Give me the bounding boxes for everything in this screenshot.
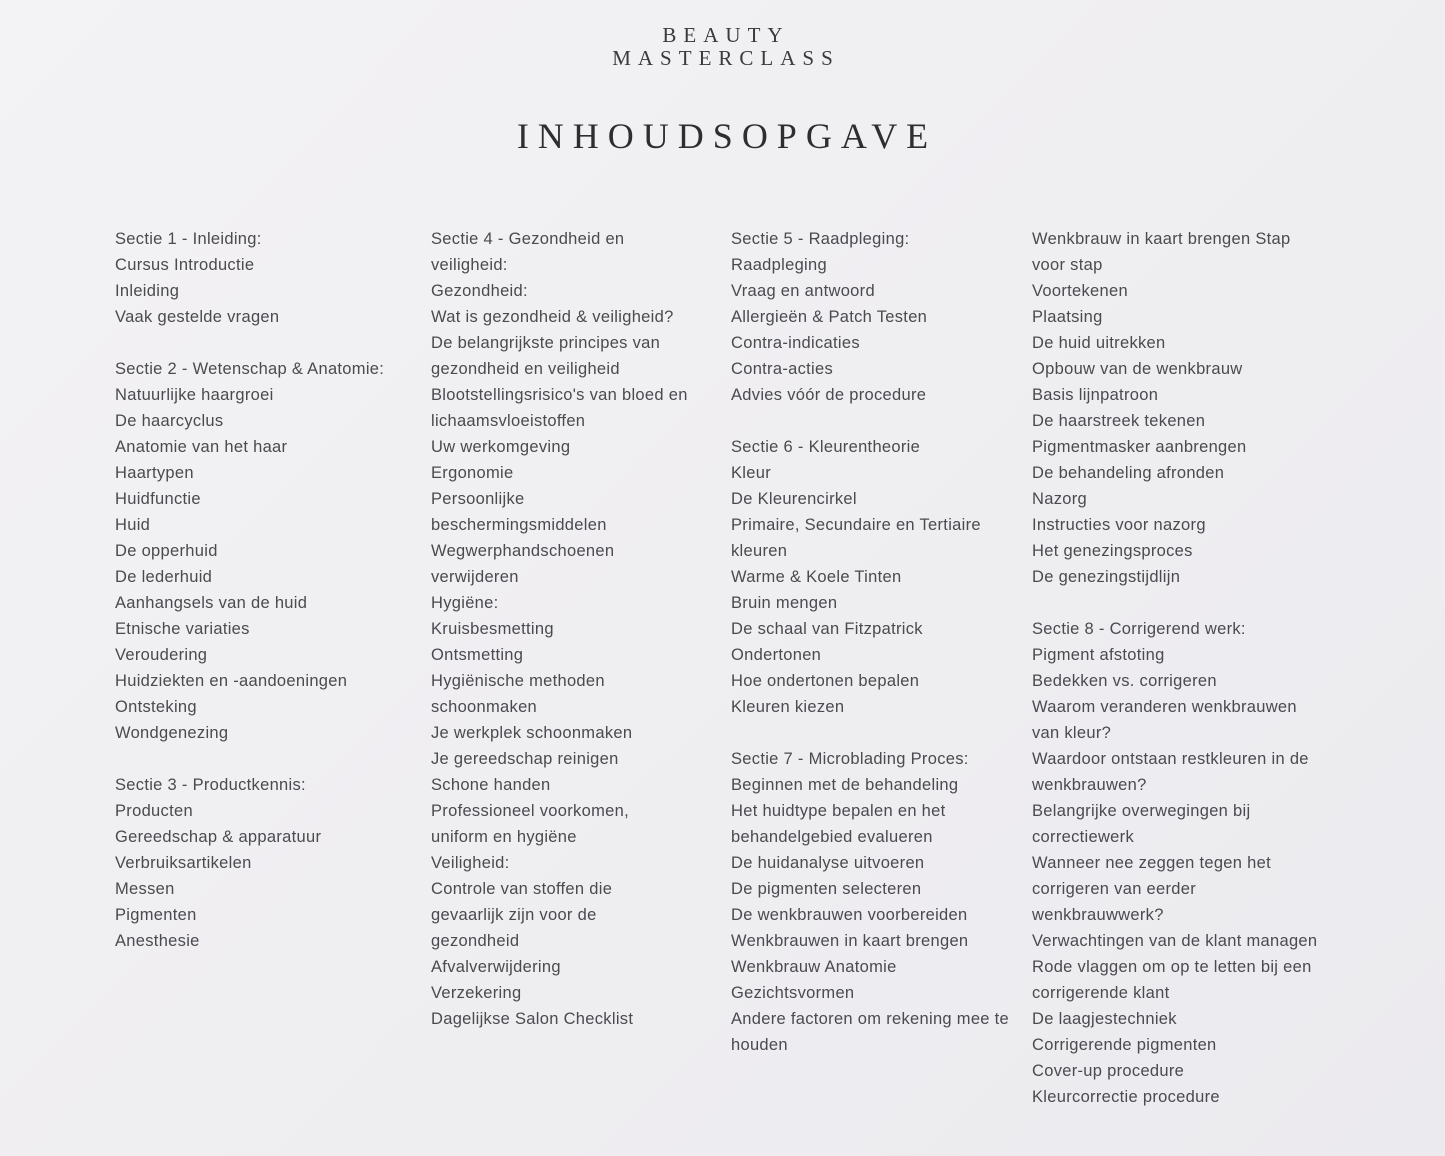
- toc-entry: Kleuren kiezen: [731, 698, 845, 716]
- toc-entry: Producten: [115, 802, 193, 820]
- toc-entry: Sectie 4 - Gezondheid en: [431, 230, 625, 248]
- toc-entry: Sectie 2 - Wetenschap & Anatomie:: [115, 360, 385, 378]
- toc-entry: Allergieën & Patch Testen: [731, 308, 928, 326]
- toc-entry: Kruisbesmetting: [431, 620, 554, 638]
- toc-entry: Waardoor ontstaan restkleuren in de: [1032, 750, 1309, 768]
- toc-entry: Pigment afstoting: [1032, 646, 1165, 664]
- toc-section: [115, 226, 415, 330]
- toc-entry: Raadpleging: [731, 256, 827, 274]
- toc-entry: Gezondheid:: [431, 282, 528, 300]
- toc-column-1: [115, 226, 415, 954]
- toc-entry: Natuurlijke haargroei: [115, 386, 274, 404]
- toc-entry: Kleurcorrectie procedure: [1032, 1088, 1220, 1106]
- toc-section: [431, 226, 721, 1032]
- toc-entry: Je werkplek schoonmaken: [431, 724, 633, 742]
- page-title: INHOUDSOPGAVE: [516, 116, 938, 156]
- toc-entry: Sectie 6 - Kleurentheorie: [731, 438, 921, 456]
- toc-column-4: [1032, 226, 1332, 1110]
- toc-entry: Aanhangsels van de huid: [115, 594, 308, 612]
- toc-entry: gezondheid en veiligheid: [431, 360, 620, 378]
- toc-entry: Messen: [115, 880, 175, 898]
- toc-entry: Pigmenten: [115, 906, 197, 924]
- toc-entry: Belangrijke overwegingen bij: [1032, 802, 1251, 820]
- toc-entry: Je gereedschap reinigen: [431, 750, 619, 768]
- toc-entry: wenkbrauwwerk?: [1032, 906, 1164, 924]
- toc-entry: wenkbrauwen?: [1032, 776, 1147, 794]
- toc-entry: Rode vlaggen om op te letten bij een: [1032, 958, 1312, 976]
- toc-entry: Verzekering: [431, 984, 522, 1002]
- brand-logo-text: [0, 24, 1445, 70]
- toc-section: [115, 356, 415, 746]
- toc-entry: Verwachtingen van de klant managen: [1032, 932, 1318, 950]
- toc-entry: Veroudering: [115, 646, 208, 664]
- toc-entry: van kleur?: [1032, 724, 1112, 742]
- toc-entry: Sectie 3 - Productkennis:: [115, 776, 306, 794]
- toc-section: [1032, 226, 1332, 590]
- toc-entry: voor stap: [1032, 256, 1103, 274]
- toc-entry: Wat is gezondheid & veiligheid?: [431, 308, 674, 326]
- toc-section: [115, 772, 415, 954]
- toc-entry: Wenkbrauw in kaart brengen Stap: [1032, 230, 1291, 248]
- toc-entry: Contra-indicaties: [731, 334, 860, 352]
- toc-entry: Huidfunctie: [115, 490, 201, 508]
- toc-entry: Pigmentmasker aanbrengen: [1032, 438, 1247, 456]
- toc-entry: De pigmenten selecteren: [731, 880, 922, 898]
- toc-entry: De huid uitrekken: [1032, 334, 1166, 352]
- brand-line-masterclass: MASTERCLASS: [612, 46, 840, 70]
- toc-entry: De haarstreek tekenen: [1032, 412, 1206, 430]
- toc-entry: Dagelijkse Salon Checklist: [431, 1010, 634, 1028]
- toc-entry: Waarom veranderen wenkbrauwen: [1032, 698, 1297, 716]
- toc-entry: Vaak gestelde vragen: [115, 308, 280, 326]
- toc-entry: Haartypen: [115, 464, 194, 482]
- toc-entry: Schone handen: [431, 776, 551, 794]
- toc-entry: Gezichtsvormen: [731, 984, 855, 1002]
- toc-entry: Bedekken vs. corrigeren: [1032, 672, 1217, 690]
- toc-entry: Beginnen met de behandeling: [731, 776, 959, 794]
- toc-entry: Sectie 8 - Corrigerend werk:: [1032, 620, 1246, 638]
- toc-entry: Uw werkomgeving: [431, 438, 571, 456]
- toc-entry: Verbruiksartikelen: [115, 854, 252, 872]
- toc-entry: Wegwerphandschoenen: [431, 542, 615, 560]
- toc-entry: Andere factoren om rekening mee te: [731, 1010, 1010, 1028]
- toc-entry: Huid: [115, 516, 151, 534]
- toc-entry: Het huidtype bepalen en het: [731, 802, 946, 820]
- toc-entry: corrigeren van eerder: [1032, 880, 1197, 898]
- toc-entry: Anatomie van het haar: [115, 438, 288, 456]
- toc-entry: kleuren: [731, 542, 788, 560]
- toc-entry: Etnische variaties: [115, 620, 250, 638]
- toc-entry: Contra-acties: [731, 360, 834, 378]
- toc-entry: Basis lijnpatroon: [1032, 386, 1159, 404]
- toc-entry: Afvalverwijdering: [431, 958, 561, 976]
- toc-entry: De opperhuid: [115, 542, 218, 560]
- toc-entry: De genezingstijdlijn: [1032, 568, 1181, 586]
- toc-entry: De Kleurencirkel: [731, 490, 857, 508]
- toc-section: [731, 226, 1023, 408]
- toc-section: [731, 434, 1023, 720]
- toc-entry: De laagjestechniek: [1032, 1010, 1177, 1028]
- toc-entry: behandelgebied evalueren: [731, 828, 933, 846]
- toc-entry: Vraag en antwoord: [731, 282, 875, 300]
- toc-entry: Anesthesie: [115, 932, 200, 950]
- toc-section: [731, 746, 1023, 1058]
- toc-column-2: [431, 226, 721, 1032]
- toc-entry: De huidanalyse uitvoeren: [731, 854, 925, 872]
- toc-entry: Inleiding: [115, 282, 180, 300]
- toc-entry: Advies vóór de procedure: [731, 386, 927, 404]
- toc-entry: Warme & Koele Tinten: [731, 568, 902, 586]
- toc-entry: Persoonlijke: [431, 490, 525, 508]
- toc-entry: houden: [731, 1036, 788, 1054]
- toc-entry: Sectie 7 - Microblading Proces:: [731, 750, 969, 768]
- toc-entry: Huidziekten en -aandoeningen: [115, 672, 348, 690]
- toc-entry: Cursus Introductie: [115, 256, 255, 274]
- toc-entry: Hygiënische methoden: [431, 672, 605, 690]
- toc-entry: Corrigerende pigmenten: [1032, 1036, 1217, 1054]
- toc-entry: Ergonomie: [431, 464, 514, 482]
- toc-entry: Wondgenezing: [115, 724, 229, 742]
- toc-entry: Hygiëne:: [431, 594, 499, 612]
- toc-entry: Ontsteking: [115, 698, 197, 716]
- toc-entry: correctiewerk: [1032, 828, 1135, 846]
- toc-entry: uniform en hygiëne: [431, 828, 577, 846]
- toc-entry: De schaal van Fitzpatrick: [731, 620, 923, 638]
- toc-entry: Plaatsing: [1032, 308, 1103, 326]
- toc-entry: De wenkbrauwen voorbereiden: [731, 906, 968, 924]
- toc-entry: Wenkbrauw Anatomie: [731, 958, 897, 976]
- toc-column-3: [731, 226, 1023, 1058]
- toc-entry: De lederhuid: [115, 568, 213, 586]
- toc-entry: veiligheid:: [431, 256, 508, 274]
- brand-line-beauty: BEAUTY: [662, 23, 790, 47]
- toc-entry: beschermingsmiddelen: [431, 516, 607, 534]
- toc-entry: Ontsmetting: [431, 646, 524, 664]
- toc-entry: Sectie 1 - Inleiding:: [115, 230, 262, 248]
- toc-entry: De haarcyclus: [115, 412, 224, 430]
- toc-entry: Voortekenen: [1032, 282, 1128, 300]
- toc-entry: gezondheid: [431, 932, 520, 950]
- toc-entry: Opbouw van de wenkbrauw: [1032, 360, 1243, 378]
- toc-entry: Primaire, Secundaire en Tertiaire: [731, 516, 981, 534]
- toc-entry: gevaarlijk zijn voor de: [431, 906, 597, 924]
- toc-entry: Veiligheid:: [431, 854, 510, 872]
- toc-entry: Het genezingsproces: [1032, 542, 1193, 560]
- toc-entry: lichaamsvloeistoffen: [431, 412, 586, 430]
- toc-entry: corrigerende klant: [1032, 984, 1170, 1002]
- toc-entry: Professioneel voorkomen,: [431, 802, 629, 820]
- toc-entry: Wenkbrauwen in kaart brengen: [731, 932, 969, 950]
- toc-entry: Ondertonen: [731, 646, 822, 664]
- toc-entry: Nazorg: [1032, 490, 1087, 508]
- toc-entry: Hoe ondertonen bepalen: [731, 672, 920, 690]
- toc-entry: De belangrijkste principes van: [431, 334, 661, 352]
- toc-entry: Cover-up procedure: [1032, 1062, 1185, 1080]
- toc-entry: Kleur: [731, 464, 772, 482]
- toc-entry: Wanneer nee zeggen tegen het: [1032, 854, 1271, 872]
- toc-entry: verwijderen: [431, 568, 519, 586]
- toc-entry: Sectie 5 - Raadpleging:: [731, 230, 910, 248]
- toc-section: [1032, 616, 1332, 1110]
- toc-entry: Bruin mengen: [731, 594, 838, 612]
- toc-entry: Gereedschap & apparatuur: [115, 828, 322, 846]
- toc-entry: schoonmaken: [431, 698, 538, 716]
- toc-entry: Instructies voor nazorg: [1032, 516, 1206, 534]
- toc-entry: Blootstellingsrisico's van bloed en: [431, 386, 688, 404]
- toc-entry: De behandeling afronden: [1032, 464, 1225, 482]
- toc-entry: Controle van stoffen die: [431, 880, 613, 898]
